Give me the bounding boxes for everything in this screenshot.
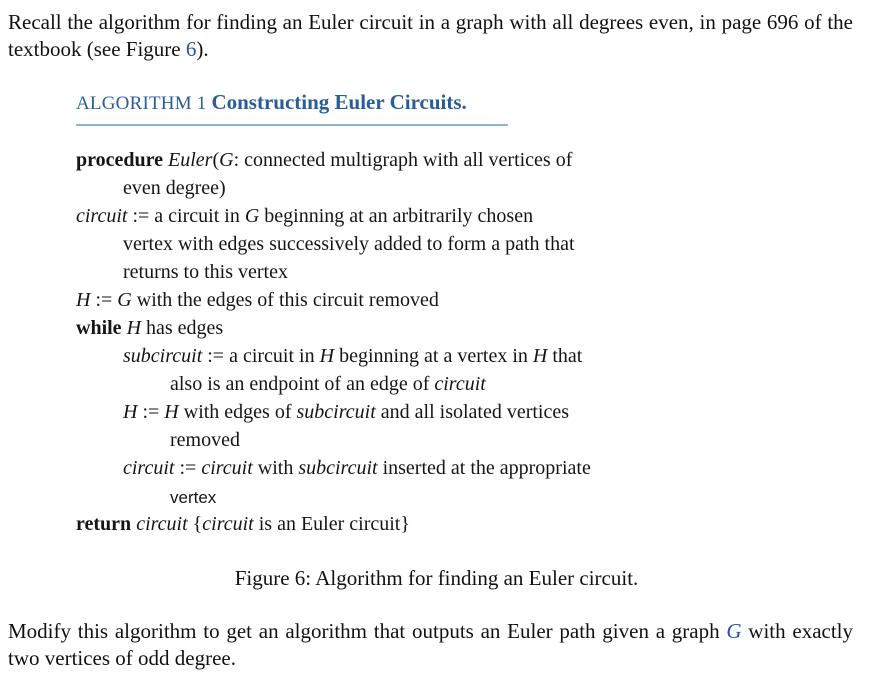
line-rest: beginning at an arbitrarily chosen: [259, 205, 534, 227]
var-circuit: circuit: [136, 513, 188, 535]
var-subcircuit: subcircuit: [298, 457, 378, 479]
keyword-while: while: [76, 317, 122, 339]
algorithm-line-return: [76, 511, 410, 537]
assign-op: :=: [174, 457, 202, 479]
var-circuit: circuit: [201, 457, 253, 479]
algorithm-line-continuation: [123, 231, 575, 257]
line-text: also is an endpoint of an edge of: [170, 373, 435, 395]
var-h: H: [126, 317, 142, 339]
keyword-return: return: [76, 513, 132, 535]
algorithm-line-while: [76, 315, 223, 341]
var-g: G: [117, 289, 132, 311]
line-text: even degree): [123, 177, 226, 199]
var-h: H: [164, 401, 179, 423]
var-subcircuit: subcircuit: [296, 401, 376, 423]
var-circuit: circuit: [123, 457, 175, 479]
figure-caption: [0, 565, 877, 592]
assign-text: := a circuit in: [202, 345, 320, 367]
outro-paragraph: [8, 618, 853, 672]
var-g: G: [244, 205, 260, 227]
line-text: removed: [170, 429, 240, 451]
keyword-procedure: procedure: [76, 149, 164, 171]
comment-open: {: [187, 513, 203, 535]
intro-text: Recall the algorithm for finding an Euler circuit in a graph with all degrees even, in page 696 of the textbook (see Figure: [8, 10, 853, 61]
algorithm-header: [76, 90, 508, 126]
paren: (: [212, 149, 220, 171]
algorithm-line-subcircuit: [123, 343, 582, 369]
figure-reference-link[interactable]: 6: [185, 37, 197, 61]
var-circuit: circuit: [76, 205, 128, 227]
intro-text-end: ).: [196, 37, 209, 61]
assign-op: :=: [90, 289, 118, 311]
line-mid: beginning at a vertex in: [334, 345, 533, 367]
procedure-params: : connected multigraph with all vertices of: [233, 149, 573, 171]
line-mid: with edges of: [178, 401, 297, 423]
var-h: H: [123, 401, 138, 423]
algorithm-line-procedure: [76, 147, 572, 173]
algorithm-line-h-update: [123, 399, 569, 425]
line-rest: has edges: [141, 317, 224, 339]
line-text: returns to this vertex: [123, 261, 288, 283]
var-h: H: [319, 345, 335, 367]
outro-text-end: with exactly two vertices of odd degree.: [8, 619, 854, 670]
assign-op: :=: [137, 401, 165, 423]
var-g-highlight: G: [726, 619, 742, 643]
algorithm-title: Constructing Euler Circuits.: [211, 90, 467, 114]
line-rest: and all isolated vertices: [375, 401, 570, 423]
algorithm-line-continuation: [170, 427, 240, 453]
var-h: H: [76, 289, 91, 311]
line-rest: that: [547, 345, 583, 367]
outro-text: Modify this algorithm to get an algorithm that outputs an Euler path given a graph: [8, 619, 727, 643]
intro-paragraph: [8, 9, 853, 63]
line-text: vertex with edges successively added to form a path that: [123, 233, 575, 255]
assign-text: := a circuit in: [127, 205, 245, 227]
algorithm-line-circuit-update: [123, 455, 591, 481]
var-circuit: circuit: [202, 513, 254, 535]
var-subcircuit: subcircuit: [123, 345, 203, 367]
procedure-name: Euler: [168, 149, 213, 171]
line-rest: inserted at the appropriate: [377, 457, 591, 479]
algorithm-keyword: ALGORITHM 1: [76, 93, 207, 114]
line-rest: with the edges of this circuit removed: [131, 289, 439, 311]
algorithm-line-circuit-init: [76, 203, 533, 229]
line-mid: with: [252, 457, 299, 479]
line-text: vertex: [170, 488, 217, 507]
var-g: G: [219, 149, 234, 171]
comment-text: is an Euler circuit}: [253, 513, 410, 535]
figure-caption-text: Figure 6: Algorithm for finding an Euler circuit.: [234, 566, 639, 590]
algorithm-line-continuation: [123, 259, 288, 285]
var-h: H: [532, 345, 548, 367]
algorithm-line-continuation: [170, 485, 216, 511]
algorithm-line-continuation: [170, 371, 486, 397]
var-circuit: circuit: [434, 373, 486, 395]
algorithm-line-continuation: [123, 175, 226, 201]
algorithm-line-h-init: [76, 287, 439, 313]
